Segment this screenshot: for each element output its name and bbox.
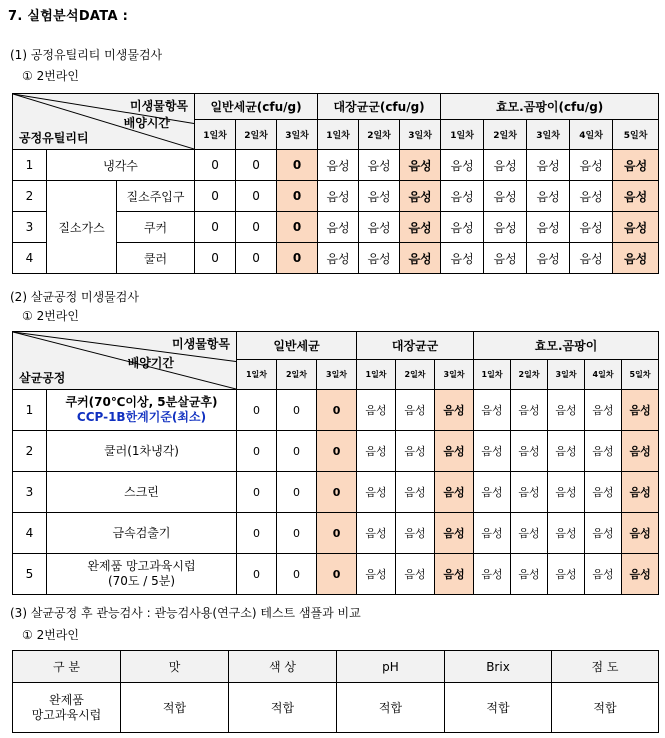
result-cell: 음성 <box>585 513 622 554</box>
result-cell: 음성 <box>357 390 396 431</box>
result-cell: 음성 <box>441 150 484 181</box>
sensory-header: 맛 <box>121 651 229 683</box>
table-row <box>13 390 659 431</box>
corner-mid-label: 배양기간 <box>127 356 174 370</box>
result-cell: 음성 <box>511 513 548 554</box>
group-header: 일반세균(cfu/g) <box>195 94 318 120</box>
result-cell: 음성 <box>585 431 622 472</box>
result-cell: 음성 <box>357 472 396 513</box>
day-header: 1일차 <box>441 120 484 150</box>
result-cell: 음성 <box>400 243 441 274</box>
section3-title: (3) 살균공정 후 관능검사 : 관능검사용(연구소) 테스트 샘플과 비교 <box>10 606 361 620</box>
result-cell: 음성 <box>548 431 585 472</box>
process-name <box>47 390 237 431</box>
utility-group: 질소가스 <box>47 181 117 274</box>
result-cell: 0 <box>277 513 317 554</box>
result-cell: 음성 <box>484 212 527 243</box>
process-name-line1: 쿨러(1차냉각) <box>104 443 179 458</box>
section1-title: (1) 공정유틸리티 미생물검사 <box>10 48 163 62</box>
result-cell: 음성 <box>570 181 613 212</box>
result-cell: 음성 <box>359 150 400 181</box>
sensory-test-table <box>12 650 659 733</box>
result-cell: 음성 <box>435 472 474 513</box>
row-number: 1 <box>13 150 47 181</box>
result-cell: 음성 <box>318 243 359 274</box>
day-header: 5일차 <box>613 120 659 150</box>
result-cell: 0 <box>236 212 277 243</box>
sensory-result: 적합 <box>337 683 445 733</box>
result-cell: 음성 <box>622 390 659 431</box>
day-header: 3일차 <box>277 120 318 150</box>
corner-top-label: 미생물항목 <box>172 337 230 351</box>
row-number: 4 <box>13 243 47 274</box>
corner-mid-label: 배양시간 <box>123 116 171 130</box>
process-name-line1: 쿠커(70℃이상, 5분살균후) <box>65 395 218 409</box>
process-name <box>47 431 237 472</box>
result-cell: 0 <box>195 181 236 212</box>
result-cell: 음성 <box>441 181 484 212</box>
result-cell: 음성 <box>548 390 585 431</box>
group-header: 일반세균 <box>237 332 357 360</box>
result-cell: 0 <box>317 472 357 513</box>
result-cell: 음성 <box>474 431 511 472</box>
result-cell: 음성 <box>396 390 435 431</box>
sensory-header: 점 도 <box>552 651 659 683</box>
result-cell: 0 <box>237 472 277 513</box>
day-header: 1일차 <box>474 360 511 390</box>
result-cell: 0 <box>277 431 317 472</box>
process-name-line2: (70도 / 5분) <box>107 574 176 588</box>
result-cell: 0 <box>195 212 236 243</box>
group-header: 대장균군 <box>357 332 474 360</box>
page-heading <box>8 5 128 24</box>
table-row <box>13 181 659 212</box>
result-cell: 음성 <box>400 150 441 181</box>
result-cell: 음성 <box>474 390 511 431</box>
result-cell: 음성 <box>484 181 527 212</box>
result-cell: 0 <box>317 554 357 595</box>
result-cell: 음성 <box>435 390 474 431</box>
day-header: 4일차 <box>585 360 622 390</box>
sterilization-microbe-table <box>12 331 659 595</box>
table-row <box>13 150 659 181</box>
result-cell: 음성 <box>622 513 659 554</box>
result-cell: 음성 <box>511 390 548 431</box>
row-number: 1 <box>13 390 47 431</box>
result-cell: 음성 <box>474 554 511 595</box>
row-number: 2 <box>13 431 47 472</box>
result-cell: 음성 <box>396 431 435 472</box>
result-cell: 음성 <box>474 513 511 554</box>
result-cell: 음성 <box>613 243 659 274</box>
result-cell: 음성 <box>435 513 474 554</box>
result-cell: 음성 <box>548 554 585 595</box>
result-cell: 음성 <box>359 212 400 243</box>
section2-line: ① 2번라인 <box>22 309 79 323</box>
result-cell: 음성 <box>548 513 585 554</box>
result-cell: 음성 <box>318 150 359 181</box>
result-cell: 음성 <box>357 554 396 595</box>
day-header: 1일차 <box>357 360 396 390</box>
result-cell: 음성 <box>570 243 613 274</box>
table-row <box>13 554 659 595</box>
sensory-header: Brix <box>445 651 552 683</box>
row-number: 4 <box>13 513 47 554</box>
result-cell: 0 <box>277 554 317 595</box>
sensory-result: 적합 <box>121 683 229 733</box>
sensory-item <box>13 683 121 733</box>
result-cell: 음성 <box>527 150 570 181</box>
day-header: 1일차 <box>318 120 359 150</box>
row-number: 3 <box>13 212 47 243</box>
result-cell: 0 <box>317 513 357 554</box>
day-header: 2일차 <box>484 120 527 150</box>
result-cell: 음성 <box>613 212 659 243</box>
sensory-item-line1: 완제품 <box>49 692 84 707</box>
sensory-result: 적합 <box>445 683 552 733</box>
sensory-header: 구 분 <box>13 651 121 683</box>
result-cell: 0 <box>277 181 318 212</box>
process-name-line1: 스크린 <box>124 484 159 499</box>
result-cell: 0 <box>317 431 357 472</box>
group-header: 효모.곰팡이(cfu/g) <box>441 94 659 120</box>
result-cell: 음성 <box>484 243 527 274</box>
heading-text: 7. 실험분석DATA : <box>8 9 129 24</box>
result-cell: 음성 <box>396 472 435 513</box>
sensory-item-line2: 망고과육시럽 <box>31 707 102 722</box>
day-header: 4일차 <box>570 120 613 150</box>
group-header: 효모.곰팡이 <box>474 332 659 360</box>
result-cell: 0 <box>195 150 236 181</box>
utility-name: 쿨러 <box>117 243 195 274</box>
result-cell: 0 <box>236 150 277 181</box>
day-header: 3일차 <box>527 120 570 150</box>
process-name-line2: CCP-1B한계기준(최소) <box>76 410 207 424</box>
day-header: 3일차 <box>317 360 357 390</box>
utility-microbe-table <box>12 93 659 274</box>
result-cell: 음성 <box>511 472 548 513</box>
table-row <box>13 472 659 513</box>
result-cell: 음성 <box>511 554 548 595</box>
sensory-result: 적합 <box>552 683 659 733</box>
result-cell: 음성 <box>511 431 548 472</box>
result-cell: 0 <box>277 390 317 431</box>
day-header: 5일차 <box>622 360 659 390</box>
corner-bottom-label: 살균공정 <box>19 371 66 385</box>
result-cell: 음성 <box>527 181 570 212</box>
section2-title: (2) 살균공정 미생물검사 <box>10 290 139 304</box>
result-cell: 0 <box>236 243 277 274</box>
result-cell: 0 <box>237 554 277 595</box>
day-header: 3일차 <box>435 360 474 390</box>
process-name <box>47 554 237 595</box>
result-cell: 0 <box>237 431 277 472</box>
utility-name: 질소주입구 <box>117 181 195 212</box>
result-cell: 0 <box>277 472 317 513</box>
corner-header <box>13 332 237 390</box>
result-cell: 음성 <box>400 212 441 243</box>
process-name-line1: 금속검출기 <box>112 525 171 540</box>
table-row <box>13 431 659 472</box>
result-cell: 음성 <box>548 472 585 513</box>
result-cell: 음성 <box>622 554 659 595</box>
result-cell: 음성 <box>622 472 659 513</box>
result-cell: 0 <box>237 390 277 431</box>
day-header: 2일차 <box>359 120 400 150</box>
process-name <box>47 472 237 513</box>
result-cell: 0 <box>317 390 357 431</box>
day-header: 2일차 <box>396 360 435 390</box>
result-cell: 음성 <box>484 150 527 181</box>
day-header: 3일차 <box>400 120 441 150</box>
result-cell: 음성 <box>474 472 511 513</box>
result-cell: 음성 <box>585 472 622 513</box>
section3-line: ① 2번라인 <box>22 628 79 642</box>
result-cell: 0 <box>277 243 318 274</box>
result-cell: 0 <box>237 513 277 554</box>
row-number: 2 <box>13 181 47 212</box>
section1-line: ① 2번라인 <box>22 69 79 83</box>
corner-bottom-label: 공정유틸리티 <box>19 131 89 145</box>
corner-header <box>13 94 195 150</box>
result-cell: 음성 <box>357 513 396 554</box>
result-cell: 음성 <box>527 212 570 243</box>
result-cell: 음성 <box>396 513 435 554</box>
result-cell: 음성 <box>570 150 613 181</box>
table-row <box>13 513 659 554</box>
result-cell: 음성 <box>435 554 474 595</box>
result-cell: 음성 <box>359 243 400 274</box>
day-header: 2일차 <box>511 360 548 390</box>
sensory-header: 색 상 <box>229 651 337 683</box>
day-header: 2일차 <box>277 360 317 390</box>
row-number: 3 <box>13 472 47 513</box>
process-name-line1: 완제품 망고과육시럽 <box>87 559 196 573</box>
result-cell: 음성 <box>570 212 613 243</box>
result-cell: 음성 <box>357 431 396 472</box>
result-cell: 음성 <box>441 243 484 274</box>
result-cell: 음성 <box>613 150 659 181</box>
result-cell: 음성 <box>527 243 570 274</box>
sensory-header: pH <box>337 651 445 683</box>
result-cell: 음성 <box>585 390 622 431</box>
result-cell: 음성 <box>396 554 435 595</box>
result-cell: 음성 <box>318 212 359 243</box>
day-header: 3일차 <box>548 360 585 390</box>
result-cell: 음성 <box>441 212 484 243</box>
result-cell: 음성 <box>318 181 359 212</box>
day-header: 2일차 <box>236 120 277 150</box>
result-cell: 음성 <box>435 431 474 472</box>
day-header: 1일차 <box>237 360 277 390</box>
result-cell: 0 <box>277 212 318 243</box>
utility-name: 쿠커 <box>117 212 195 243</box>
utility-name: 냉각수 <box>47 150 195 181</box>
result-cell: 0 <box>236 181 277 212</box>
result-cell: 음성 <box>359 181 400 212</box>
day-header: 1일차 <box>195 120 236 150</box>
result-cell: 음성 <box>585 554 622 595</box>
result-cell: 음성 <box>613 181 659 212</box>
process-name <box>47 513 237 554</box>
group-header: 대장균군(cfu/g) <box>318 94 441 120</box>
sensory-result: 적합 <box>229 683 337 733</box>
result-cell: 0 <box>195 243 236 274</box>
result-cell: 음성 <box>400 181 441 212</box>
row-number: 5 <box>13 554 47 595</box>
result-cell: 음성 <box>622 431 659 472</box>
corner-top-label: 미생물항목 <box>130 99 189 113</box>
result-cell: 0 <box>277 150 318 181</box>
